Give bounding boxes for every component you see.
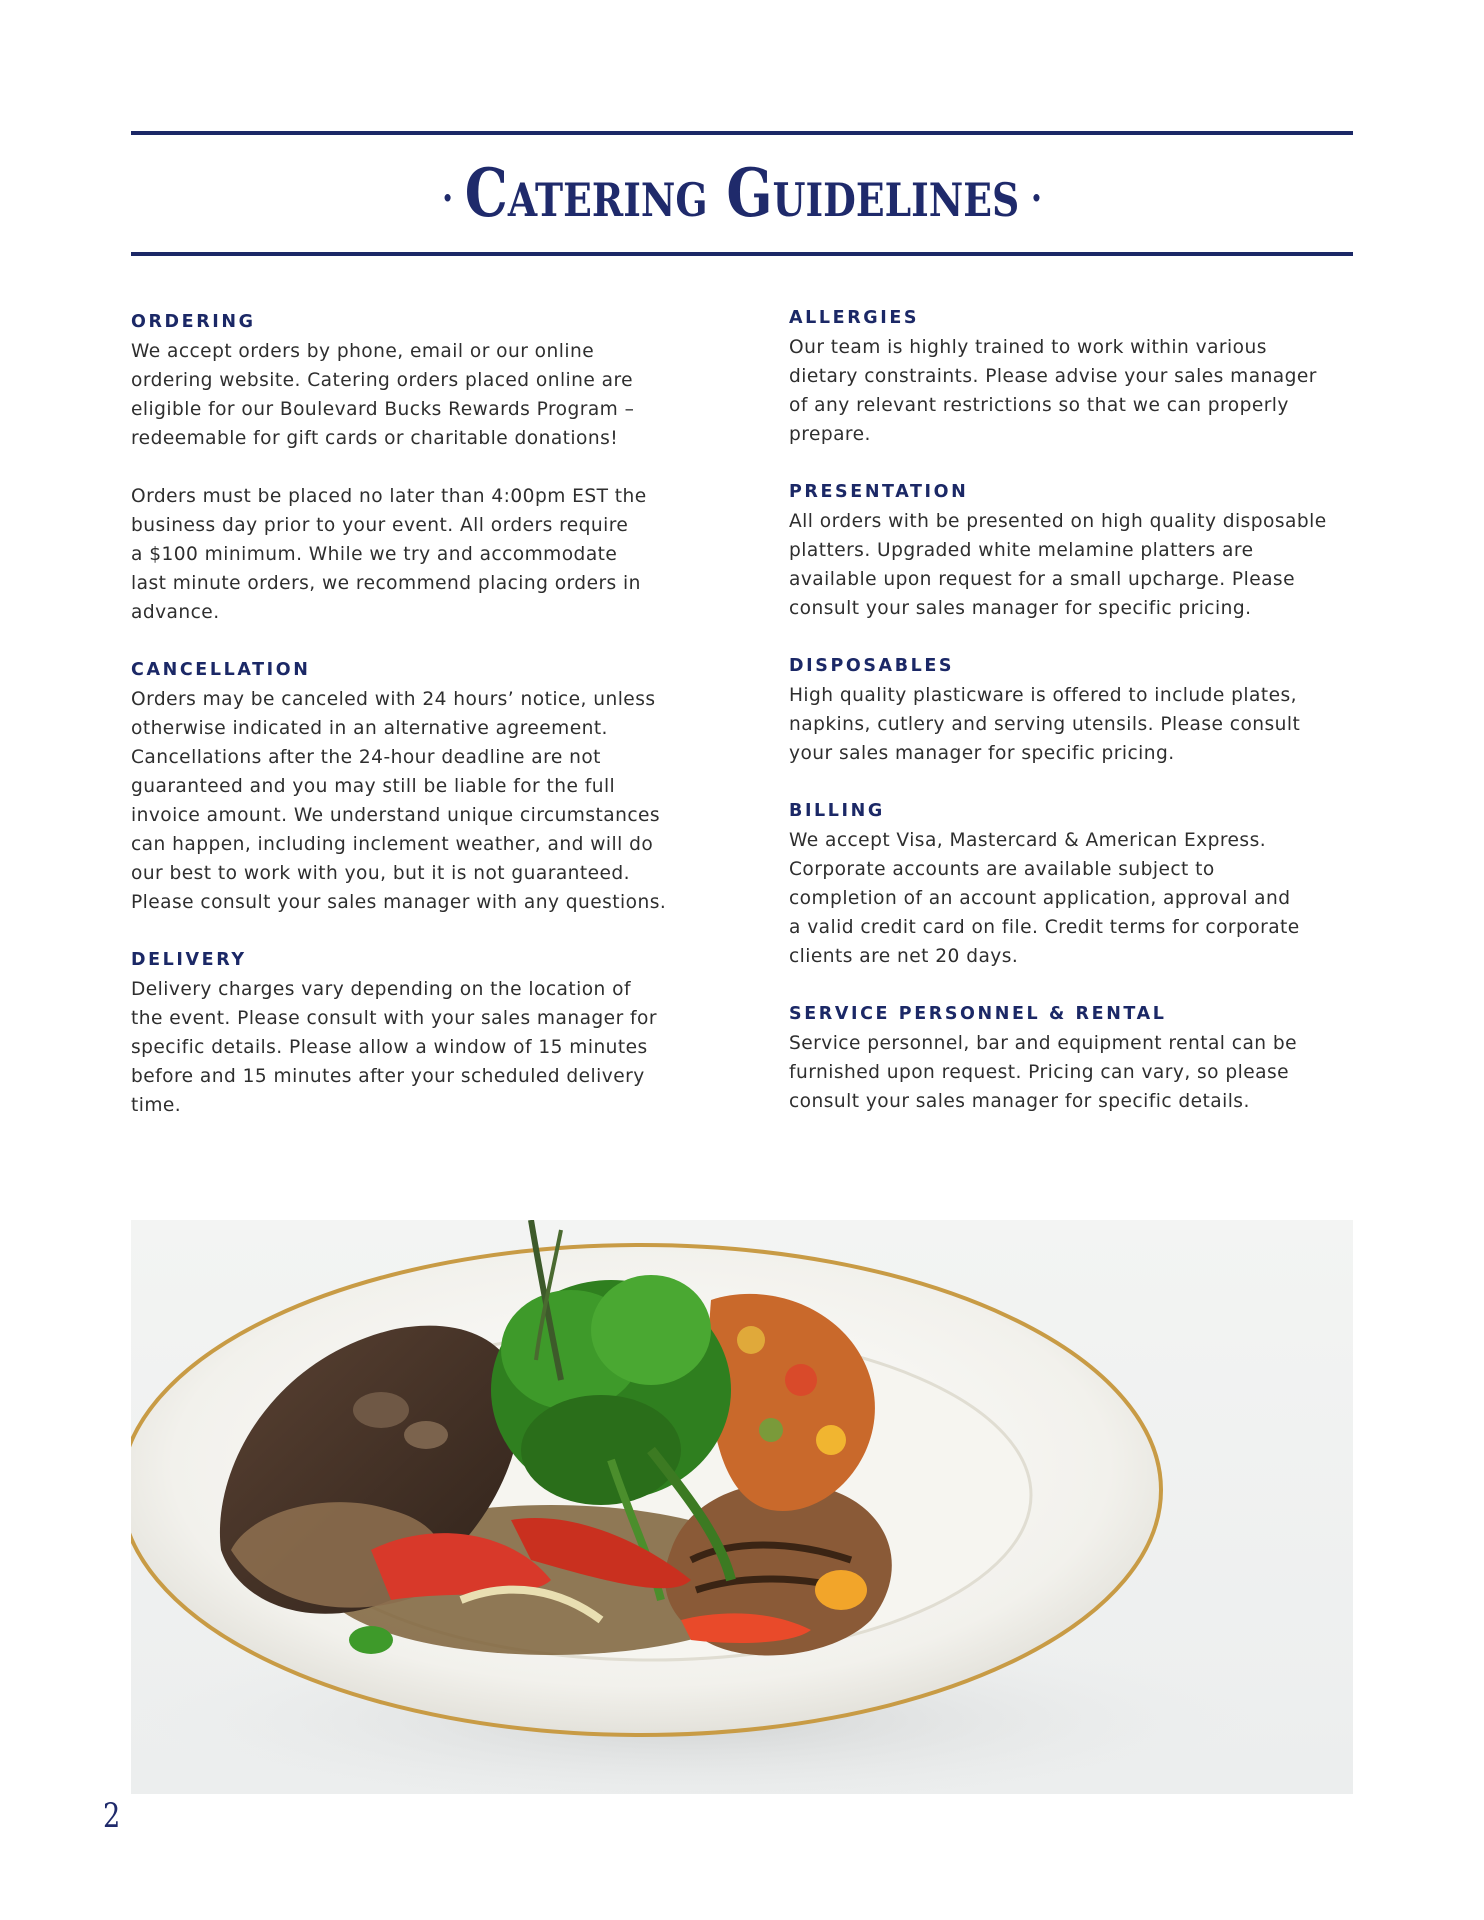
section-paragraph: We accept orders by phone, email or our online ordering website. Catering orders placed online are eligible for our Boulevard Bucks Rewards Program – redeemable for gift cards or charitable donations!	[131, 341, 635, 449]
plated-dish-illustration	[131, 1220, 1353, 1794]
section-heading: CANCELLATION	[131, 660, 311, 680]
section-allergies	[789, 304, 1364, 449]
section-delivery	[131, 946, 701, 1120]
bottom-rule	[131, 252, 1353, 256]
section-heading: SERVICE PERSONNEL & RENTAL	[789, 1004, 1167, 1024]
section-paragraph: We accept Visa, Mastercard & American Express. Corporate accounts are available subject to completion of an account application, approval and a valid credit card on file. Credit terms for corporate clients are net 20 days.	[789, 830, 1300, 967]
section-heading: DELIVERY	[131, 950, 247, 970]
section-paragraph: High quality plasticware is offered to include plates, napkins, cutlery and serving utensils. Please consult your sales manager for specific pricing.	[789, 685, 1301, 764]
section-paragraph: Orders may be canceled with 24 hours’ notice, unless otherwise indicated in an alternative agreement. Cancellations after the 24-hour deadline are not guaranteed and you may still be liable for the full invoice amount. We understand unique circumstances can happen, including inclement weather, and will do our best to work with you, but it is not guaranteed. Please consult your sales manager with any questions.	[131, 689, 667, 913]
title-dot-left: ·	[441, 175, 454, 222]
section-paragraph: Delivery charges vary depending on the location of the event. Please consult with your sales manager for specific details. Please allow a window of 15 minutes before and 15 minutes after your scheduled delivery time.	[131, 979, 657, 1116]
left-column	[131, 308, 701, 1149]
section-disposables	[789, 652, 1364, 768]
section-presentation	[789, 478, 1364, 623]
section-heading: PRESENTATION	[789, 482, 969, 502]
title-text: Catering Guidelines	[464, 154, 1020, 232]
page-number: 2	[103, 1796, 121, 1836]
section-paragraph: Orders must be placed no later than 4:00pm EST the business day prior to your event. All orders require a $100 minimum. While we try and accommodate last minute orders, we recommend placing orders in advance.	[131, 486, 647, 623]
section-billing	[789, 797, 1364, 971]
section-heading: DISPOSABLES	[789, 656, 955, 676]
section-heading: BILLING	[789, 801, 885, 821]
page-title	[241, 148, 1243, 244]
section-paragraph: Our team is highly trained to work within various dietary constraints. Please advise your sales manager of any relevant restrictions so that we can properly prepare.	[789, 337, 1317, 445]
title-dot-right: ·	[1030, 175, 1043, 222]
food-photo	[131, 1220, 1353, 1794]
section-heading: ORDERING	[131, 312, 256, 332]
right-column	[789, 304, 1364, 1145]
section-service-personnel	[789, 1000, 1364, 1116]
section-ordering	[131, 308, 701, 627]
section-cancellation	[131, 656, 701, 917]
section-heading: ALLERGIES	[789, 308, 920, 328]
section-paragraph: Service personnel, bar and equipment rental can be furnished upon request. Pricing can vary, so please consult your sales manager for specific details.	[789, 1033, 1298, 1112]
top-rule	[131, 131, 1353, 135]
section-paragraph: All orders with be presented on high quality disposable platters. Upgraded white melamine platters are available upon request for a small upcharge. Please consult your sales manager for specific pricing.	[789, 511, 1327, 619]
